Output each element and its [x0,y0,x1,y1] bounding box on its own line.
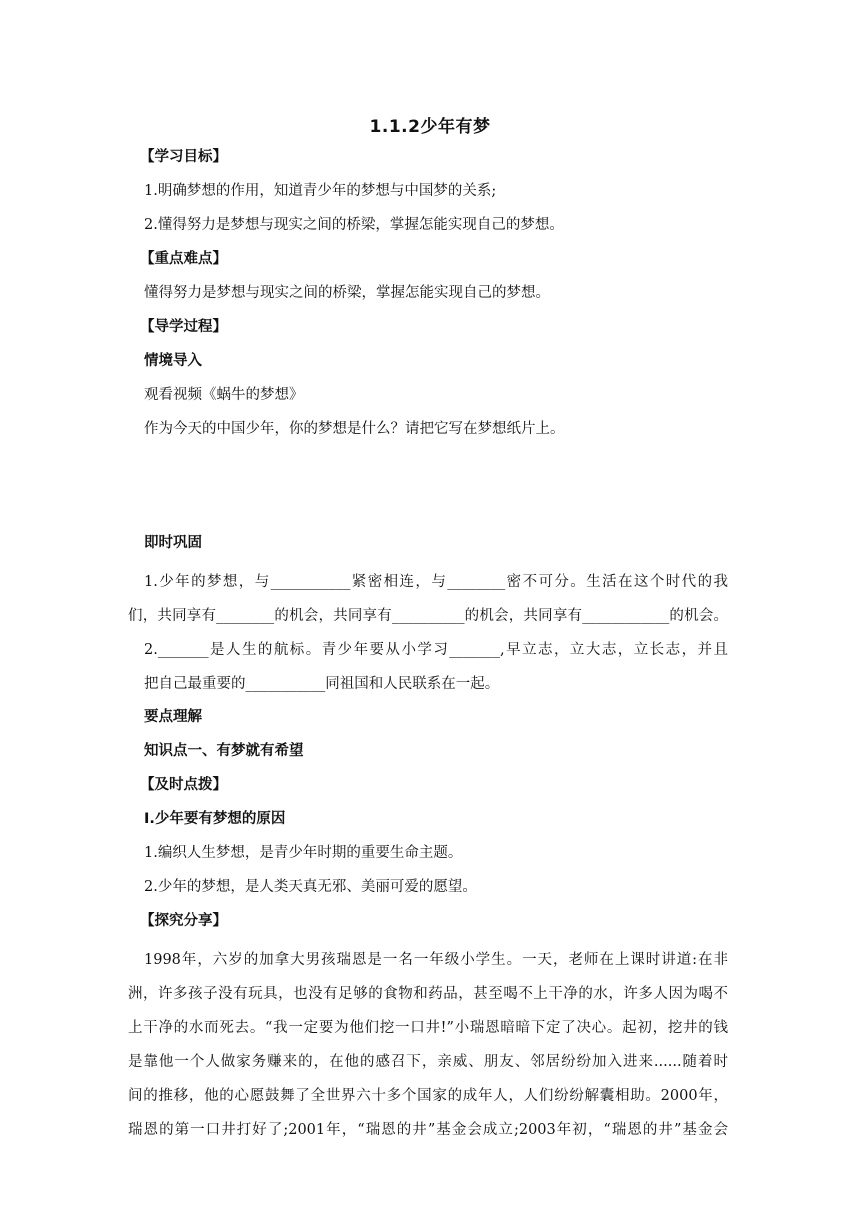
question-2-line-2: 把自己最重要的___________同祖国和人民联系在一起。 [144,676,500,692]
knowledge-point-1-heading: 知识点一、有梦就有希望 [144,743,304,759]
scenario-intro-text-2: 作为今天的中国少年，你的梦想是什么？请把它写在梦想纸片上。 [144,421,565,437]
key-difficulty-text: 懂得努力是梦想与现实之间的桥梁，掌握怎能实现自己的梦想。 [144,285,550,301]
guided-process-heading: 【导学过程】 [140,319,227,335]
explore-share-heading: 【探究分享】 [140,913,227,929]
story-line-3: 上干净的水而死去。“我一定要为他们挖一口井!”小瑞恩暗暗下定了决心。起初，挖井的钱 [128,1020,728,1036]
fill-blank-question-2 [144,633,728,701]
question-2-line-1: 2._______是人生的航标。青少年要从小学习_______,早立志，立大志，立长志，并且 [144,642,728,658]
timely-tips-heading: 【及时点拨】 [140,777,227,793]
story-line-4: 是靠他一个人做家务赚来的，在他的感召下，亲威、朋友、邻居纷纷加入进来......随着时 [128,1054,728,1070]
reason-item-2: 2.少年的梦想，是人类天真无邪、美丽可爱的愿望。 [144,879,477,895]
key-points-heading: 要点理解 [144,709,202,725]
scenario-intro-heading: 情境导入 [144,353,202,369]
fill-blank-question-1 [128,565,728,633]
question-1-line-2: 们，共同享有________的机会，共同享有__________的机会，共同享有____________的机会。 [128,608,728,624]
goal-item-2: 2.懂得努力是梦想与现实之间的桥梁，掌握怎能实现自己的梦想。 [144,217,564,233]
goal-item-1: 1.明确梦想的作用，知道青少年的梦想与中国梦的关系; [144,183,497,199]
story-line-6: 瑞恩的第一口井打好了;2001年，“瑞恩的井”基金会成立;2003年初，“瑞恩的井”基金会 [128,1122,728,1138]
consolidation-heading: 即时巩固 [144,535,202,551]
story-line-2: 洲，许多孩子没有玩具，也没有足够的食物和药品，甚至喝不上干净的水，许多人因为喝不 [128,986,728,1002]
story-line-1: 1998年，六岁的加拿大男孩瑞恩是一名一年级小学生。一天，老师在上课时讲道:在非 [144,952,728,968]
story-paragraph [128,943,728,1147]
page-title: 1.1.2少年有梦 [369,117,491,137]
writing-space [144,451,728,531]
reason-heading: Ⅰ.少年要有梦想的原因 [144,811,286,827]
story-line-5: 间的推移，他的心愿鼓舞了全世界六十多个国家的成年人，人们纷纷解囊相助。2000年， [128,1088,728,1104]
question-1-line-1: 1.少年的梦想，与___________紧密相连，与________密不可分。生活在这个时代的我 [144,574,728,590]
reason-item-1: 1.编织人生梦想，是青少年时期的重要生命主题。 [144,845,463,861]
key-difficulty-heading: 【重点难点】 [140,251,227,267]
scenario-intro-text-1: 观看视频《蜗牛的梦想》 [144,387,304,403]
goals-heading: 【学习目标】 [140,149,227,165]
document-body [128,145,728,1147]
